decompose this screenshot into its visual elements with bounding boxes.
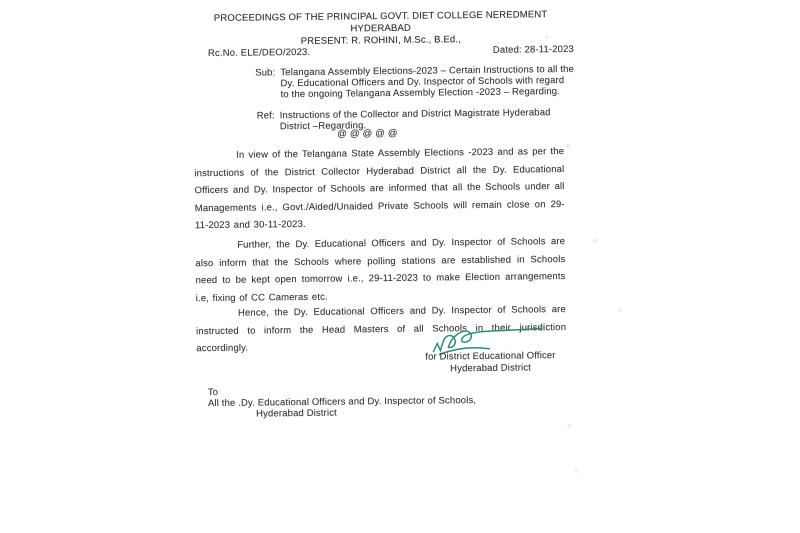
- addressee-district: Hyderabad District: [256, 407, 337, 420]
- subject-text: [280, 64, 574, 100]
- body-paragraph: Hence, the Dy. Educational Officers and Dy. Inspector of Schools are instructed to inform the Head Masters of all Schools in their jurisdiction accordingly.: [196, 304, 567, 355]
- dated-value: Dated: 28-11-2023: [492, 43, 575, 56]
- body-paragraph: Further, the Dy. Educational Officers and Dy. Inspector of Schools are also inform that the Schools where polling stations are established in Schools need to be kept open tomorrow i.e., 29-11-2023 to make Election arrangements i.e, fixing of CC Cameras etc.: [195, 236, 566, 304]
- addressee-block: [208, 385, 477, 420]
- signatory-designation: for District Educational Officer: [425, 350, 556, 363]
- subject-label: Sub:: [255, 67, 276, 79]
- addressee-to-label: To: [207, 386, 219, 399]
- body-paragraph: In view of the Telangana State Assembly Elections -2023 and as per the instructions of the District Collector Hyderabad District all the Dy. Educational Officers and Dy. Inspector of Schools are informed that all the Schools under all Managements i.e., Govt./Aided/Unaided Private Schools will remain close on 29-11-2023 and 30-11-2023.: [194, 146, 565, 232]
- proceedings-title: PROCEEDINGS OF THE PRINCIPAL GOVT. DIET COLLEGE NEREDMENT HYDERABAD: [213, 9, 548, 35]
- subject-block: [255, 64, 575, 101]
- at-symbols-separator: @@@@@: [337, 127, 401, 140]
- letter-heading: [183, 9, 579, 49]
- addressee-line: All the .Dy. Educational Officers and Dy. Inspector of Schools,: [207, 394, 477, 409]
- subject-line: to the ongoing Telangana Assembly Election -2023 – Regarding.: [280, 86, 561, 101]
- signatory-district: Hyderabad District: [450, 361, 532, 374]
- reference-line: Instructions of the Collector and District Magistrate Hyderabad: [279, 107, 551, 122]
- signature-block: [406, 350, 574, 375]
- subject-line: Dy. Educational Officers and Dy. Inspector of Schools with regard: [280, 75, 565, 90]
- rc-number: Rc.No. ELE/DEO/2023.: [207, 46, 311, 60]
- subject-line: Telangana Assembly Elections-2023 – Certain Instructions to all the: [280, 63, 575, 79]
- reference-line: District –Regarding.: [279, 120, 367, 133]
- reference-label: Ref:: [256, 110, 275, 122]
- present-line: PRESENT: R. ROHINI, M.Sc., B.Ed.,: [300, 34, 461, 47]
